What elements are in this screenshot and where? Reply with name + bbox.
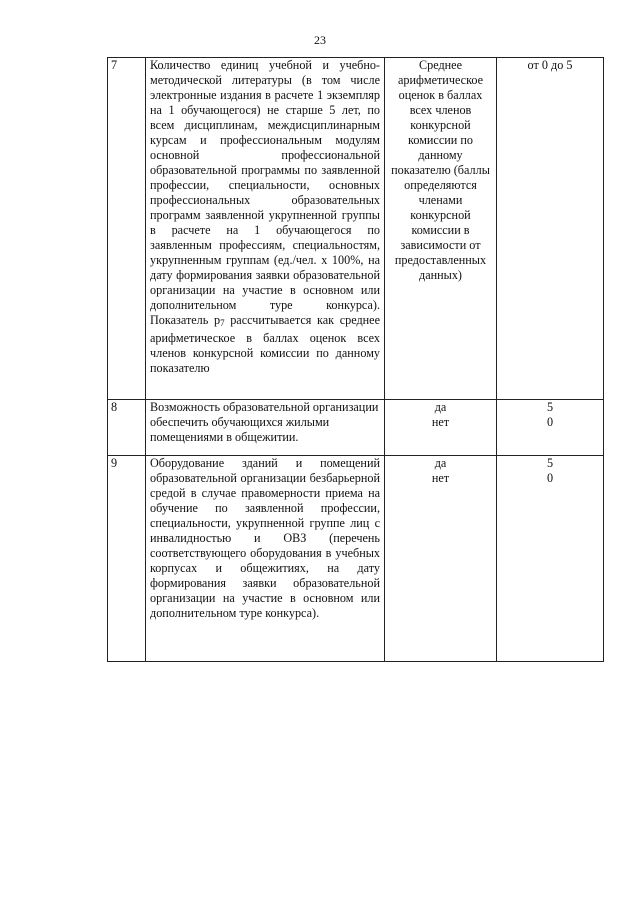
row-scores [497,400,604,456]
row-number: 7 [108,58,146,400]
score-yes: 5 [546,400,554,414]
row-score: от 0 до 5 [497,58,604,400]
score-no: 0 [546,471,554,485]
row-description: Оборудование зданий и помещений образовательной организации безбарьерной средой в случае правомерности приема на обучение по заявленной профессии, специальности, укрупненной группе лиц с инвалидностью и ОВЗ (перечень соответствующего оборудования в учебных корпусах и общежитиях, на дату формирования заявки образовательной организации на участие в основном или дополнительном туре конкурса). [146,456,385,662]
option-no: нет [431,415,450,429]
row-scores [497,456,604,662]
score-no: 0 [546,415,554,429]
description-text: Количество единиц учебной и учебно-методической литературы (в том числе электронные издания в расчете 1 экземпляр на 1 обучающегося) не старше 5 лет, по всем дисциплинам, междисциплинарным курсам и профессиональным модулям основной профессиональной образовательной программы по заявленной профессии, специальности, основных профессиональных образовательных программ заявленной укрупненной группы в расчете на 1 обучающегося по заявленным профессиям, специальностям, укрупненным группам (ед./чел. x 100%, на дату формирования заявки образовательной организации на участие в основном или дополнительном туре конкурса). Показатель p [150,58,380,327]
score-yes: 5 [546,456,554,470]
page-number: 23 [314,33,326,47]
row-description [146,58,385,400]
row-number: 9 [108,456,146,662]
option-yes: да [434,400,447,414]
table-row [108,58,604,400]
row-options [385,456,497,662]
table-row [108,400,604,456]
indicator-subscript: 7 [220,318,225,328]
description-text-cont: рассчитывается как среднее арифметическое в баллах оценок всех членов конкурсной комиссии по данному показателю [150,313,380,375]
table-row [108,456,604,662]
option-no: нет [431,471,450,485]
row-options [385,400,497,456]
row-method: Среднее арифметическое оценок в баллах всех членов конкурсной комиссии по данному показателю (баллы определяются членами конкурсной комиссии в зависимости от предоставленных данных) [385,58,497,400]
criteria-table [107,57,604,662]
row-number: 8 [108,400,146,456]
row-description: Возможность образовательной организации обеспечить обучающихся жилыми помещениями в общежитии. [146,400,385,456]
option-yes: да [434,456,447,470]
